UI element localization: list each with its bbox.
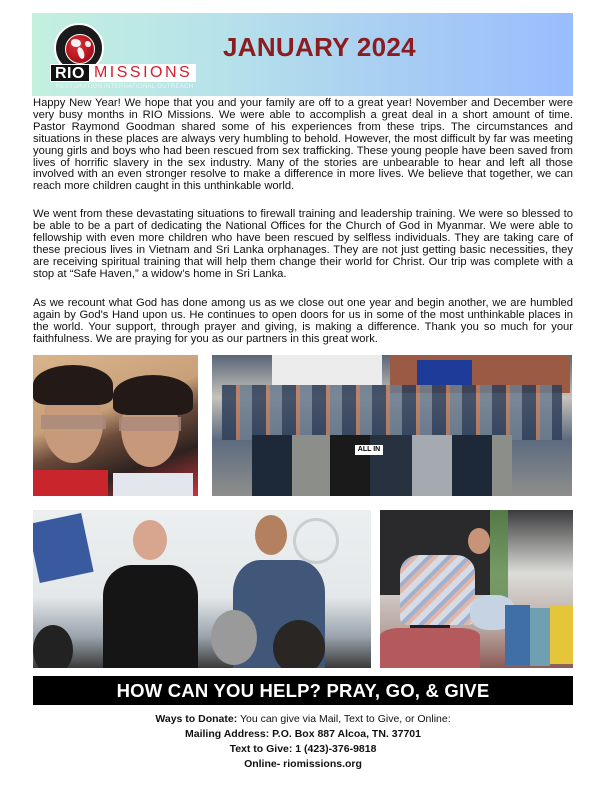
logo-rio-text: RIO — [50, 64, 90, 82]
text-to-give[interactable]: Text to Give: 1 (423)-376-9818 — [229, 743, 377, 755]
mailing-address: Mailing Address: P.O. Box 887 Alcoa, TN. 37701 — [185, 728, 421, 740]
logo-missions-text: MISSIONS — [90, 64, 196, 82]
ways-to-donate — [33, 712, 573, 727]
call-to-action-banner: HOW CAN YOU HELP? PRAY, GO, & GIVE — [33, 676, 573, 705]
ways-to-donate-label: Ways to Donate: — [155, 713, 238, 725]
paragraph-thanks: As we recount what God has done among us as we close out one year and begin another, we are humbled again by God's Hand upon us. He continues to open doors for us in some of the most unthinkable places in the world. Your support, through prayer and giving, is making a difference. Thank you so much for your faithfulness. We are praying for you as our partners in this great work. — [33, 297, 573, 345]
photo-speakers-microphone — [33, 510, 371, 668]
all-in-shirt-text: ALL IN — [355, 445, 383, 455]
logo-wordmark — [50, 64, 196, 82]
newsletter-header — [32, 13, 573, 96]
online-link[interactable]: Online- riomissions.org — [244, 758, 362, 770]
photo-two-girls — [33, 355, 198, 496]
photo-group-training — [212, 355, 572, 496]
paragraph-intro: Happy New Year! We hope that you and your family are off to a great year! November and December were very busy months in RIO Missions. We were able to accomplish a great deal in a short amount of time. Pastor Raymond Goodman shared some of his experiences from these trips. The circumstances and situations in these places are always very humbling to behold. However, the most difficult by far was meeting young girls and boys who had been rescued from sex trafficking. These young people have been saved from lives of horrific slavery in the sex industry. Many of the stories are unbearable to hear and left all those involved with an even stronger resolve to make a difference in more lives. We believe that together, we can reach more children caught in this unthinkable world. — [33, 97, 573, 193]
ways-to-donate-text: You can give via Mail, Text to Give, or Online: — [237, 713, 451, 725]
photo-gift-giving-children — [380, 510, 573, 668]
paragraph-training: We went from these devastating situations to firewall training and leadership training. We were so blessed to be able to be a part of dedicating the National Offices for the Church of God in Myanmar. We were able to fellowship with even more children who have been rescued by selfless individuals. They are taking care of these precious lives in Vietnam and Sri Lanka orphanages. They are not just getting basic necessities, they are receiving spiritual training that will help them change their world for Christ. Our trip was complete with a stop at “Safe Haven,” a widow’s home in Sri Lanka. — [33, 208, 573, 280]
logo-tagline: RESTORATION INTERNATIONAL OUTREACH — [56, 84, 194, 90]
rio-missions-logo — [50, 21, 230, 93]
page-title: JANUARY 2024 — [223, 32, 416, 62]
